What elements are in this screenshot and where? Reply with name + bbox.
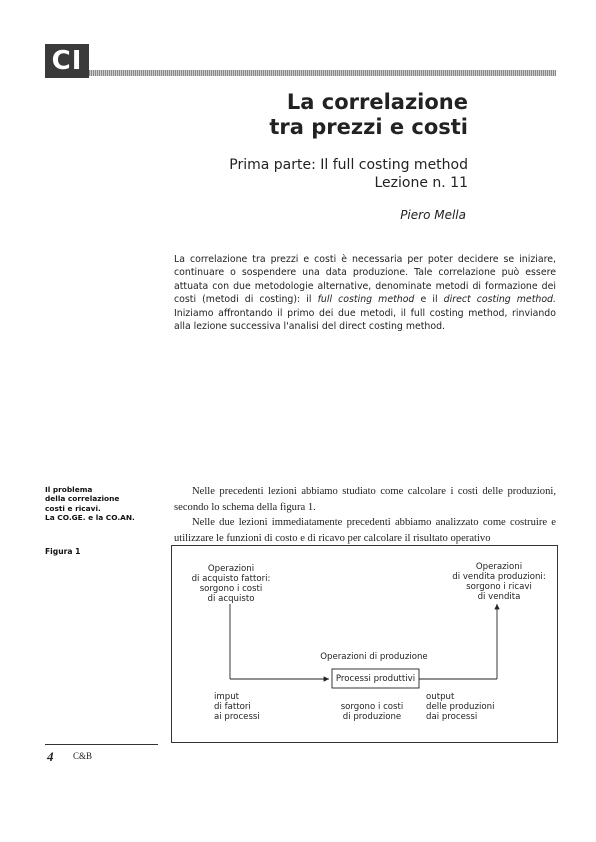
figure-1-diagram: [171, 545, 558, 743]
figure-label: Figura 1: [45, 547, 81, 556]
abstract-text-1: La correlazione tra prezzi e costi è necessaria per poter decidere se iniziare, continuare o sospendere una data produzione. Tale correlazione può essere attuata con due metodologie alternative, denominate metodi di formazione dei costi (metodi di costing): il: [174, 254, 556, 306]
subtitle-line-2: Lezione n. 11: [374, 175, 468, 191]
abstract-emphasis-2: direct costing method.: [443, 294, 556, 306]
processi-produttivi-label: Processi produttivi: [335, 674, 416, 684]
output-label: [426, 692, 526, 722]
abstract-text-2: e il: [414, 294, 444, 306]
journal-name: C&B: [73, 751, 93, 761]
costi-produzione-label: [322, 702, 422, 722]
title-line-2: tra prezzi e costi: [269, 115, 468, 139]
vendita-line: di vendita: [477, 592, 521, 602]
section-badge: CI: [45, 44, 89, 78]
output-line: dai processi: [426, 712, 478, 722]
output-line: output: [426, 692, 455, 702]
acquisto-line: di acquisto: [207, 594, 255, 604]
abstract: [174, 253, 556, 333]
subtitle-line-1: Prima parte: Il full costing method: [229, 157, 468, 173]
imput-line: ai processi: [214, 712, 260, 722]
footer-rule: [45, 744, 158, 745]
margin-note-line: costi e ricavi.: [45, 503, 101, 513]
title-line-1: La correlazione: [286, 90, 468, 114]
abstract-emphasis-1: full costing method: [317, 294, 415, 306]
body-paragraph-1: Nelle precedenti lezioni abbiamo studiato come calcolare i costi delle produzioni, secondo lo schema della figura 1.: [174, 486, 556, 513]
abstract-text-3: Iniziamo affrontando il primo dei due metodi, il full costing method, rinviando alla lezione successiva l'analisi del direct costing method.: [174, 307, 556, 333]
imput-label: [214, 692, 274, 722]
author-name: Piero Mella: [400, 208, 466, 222]
costi-produzione-line: di produzione: [342, 712, 402, 722]
body-paragraph-2: Nelle due lezioni immediatamente precedenti abbiamo analizzato come costruire e utilizzare le funzioni di costo e di ricavo per calcolare il risultato operativo: [174, 517, 556, 544]
acquisto-line: sorgono i costi: [199, 584, 263, 594]
produzione-label: Operazioni di produzione: [320, 652, 428, 662]
acquisto-line: di acquisto fattori:: [191, 574, 271, 584]
article-title: [172, 90, 468, 140]
margin-note-line: La CO.GE. e la CO.AN.: [45, 513, 135, 523]
body-text: [174, 484, 556, 546]
margin-note-line: Il problema: [45, 485, 93, 494]
header-rule: [89, 70, 556, 76]
vendita-label: [450, 562, 548, 602]
page-number: 4: [47, 749, 54, 764]
vendita-line: Operazioni: [475, 562, 523, 572]
imput-line: di fattori: [214, 702, 251, 712]
margin-note: [45, 485, 155, 523]
article-subtitle: [172, 156, 468, 192]
costi-produzione-line: sorgono i costi: [340, 702, 404, 712]
vendita-line: di vendita produzioni:: [452, 572, 546, 582]
vendita-line: sorgono i ricavi: [466, 582, 532, 592]
acquisto-label: [189, 564, 273, 604]
acquisto-line: Operazioni: [207, 564, 255, 574]
imput-line: imput: [214, 692, 240, 702]
output-line: delle produzioni: [426, 702, 495, 712]
margin-note-line: della correlazione: [45, 494, 120, 504]
